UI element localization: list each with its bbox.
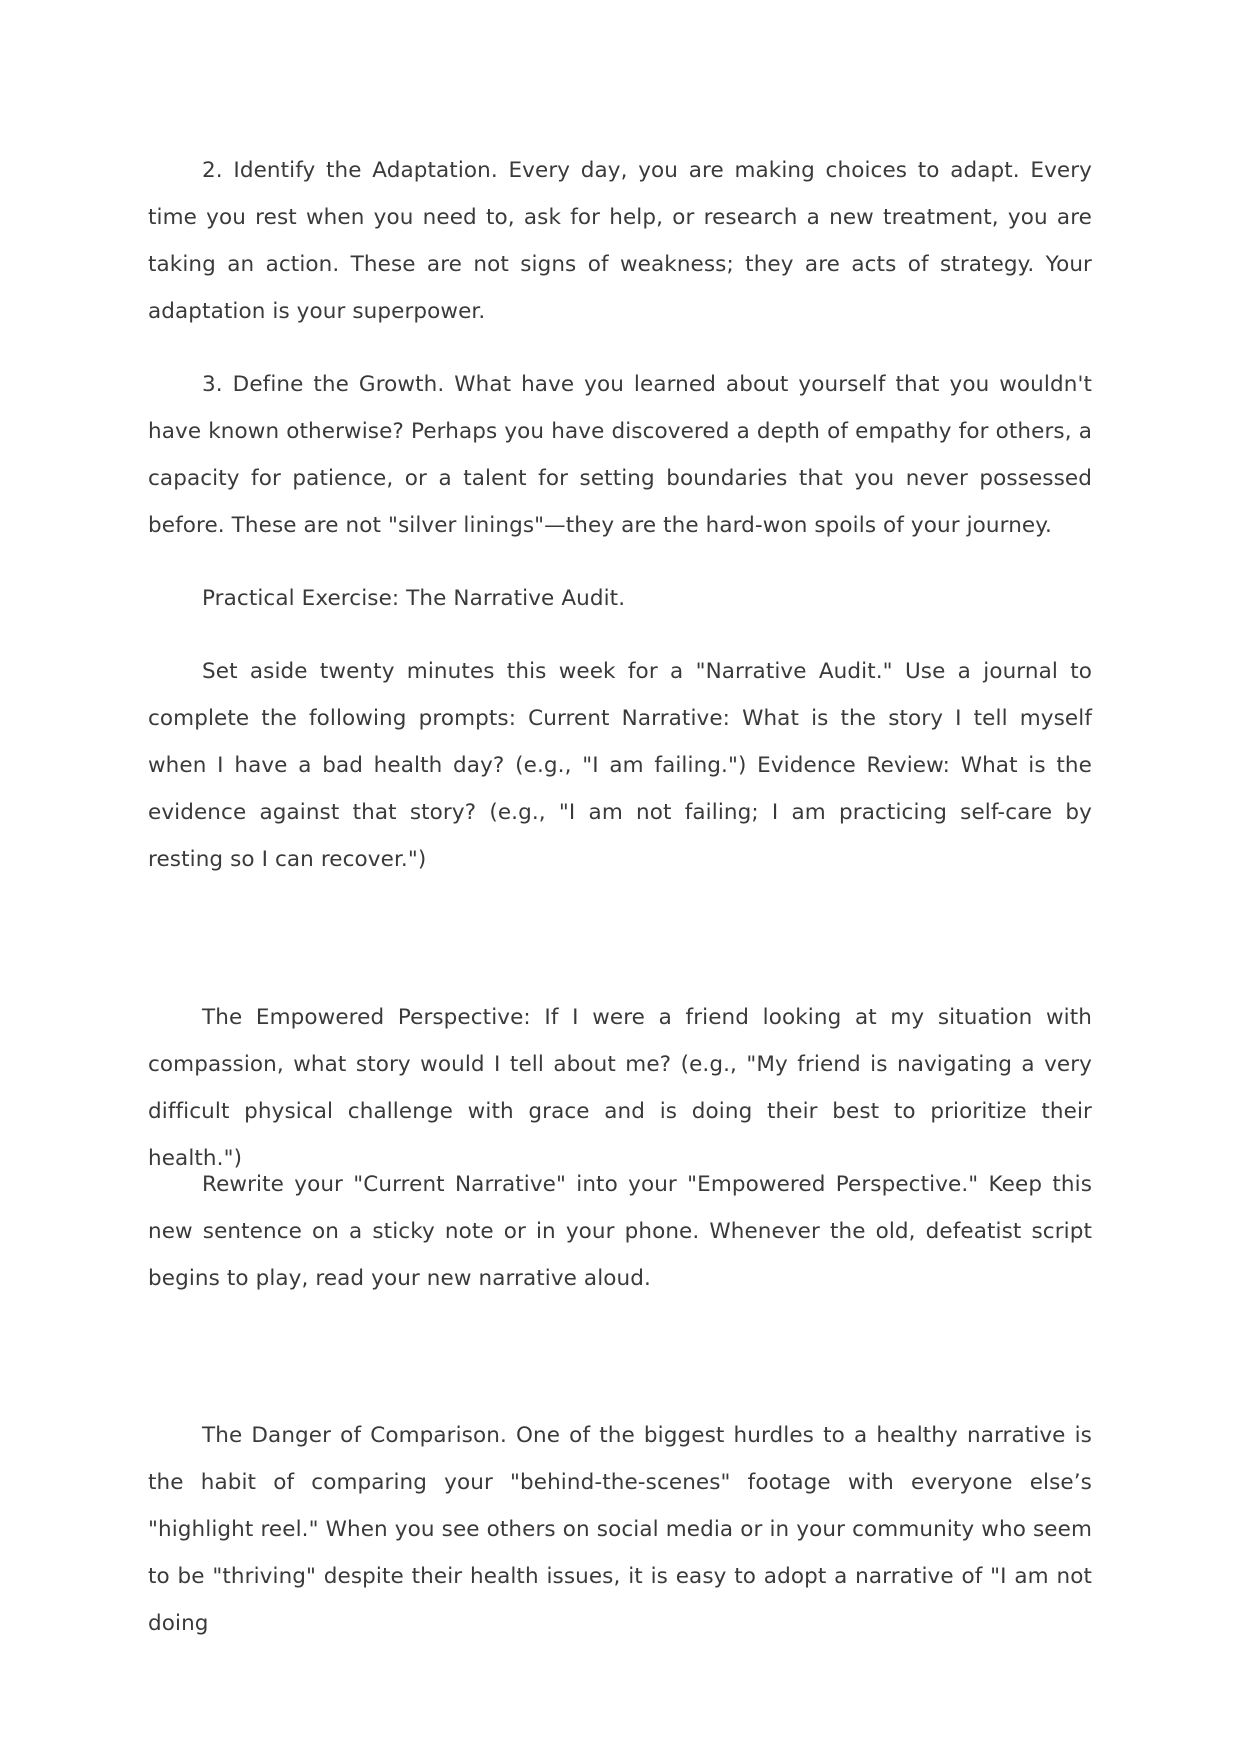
paragraph-define-growth: 3. Define the Growth. What have you learned about yourself that you wouldn't have known otherwise? Perhaps you have discovered a depth of empathy for others, a capacity for patience, or a talent for setting boundaries that you never possessed before. These are not "silver linings"—they are the hard-won spoils of your journey. — [148, 372, 1092, 538]
paragraph-rewrite-narrative: Rewrite your "Current Narrative" into your "Empowered Perspective." Keep this new sentence on a sticky note or in your phone. Whenever the old, defeatist script begins to play, read your new narrative aloud. — [148, 1172, 1092, 1291]
paragraph-danger-of-comparison: The Danger of Comparison. One of the biggest hurdles to a healthy narrative is the habit of comparing your "behind-the-scenes" footage with everyone else’s "highlight reel." When you see others on social media or in your community who seem to be "thriving" despite their health issues, it is easy to adopt a narrative of "I am not doing — [148, 1423, 1092, 1636]
paragraph-exercise-heading: Practical Exercise: The Narrative Audit. — [202, 586, 626, 611]
paragraph-identify-adaptation: 2. Identify the Adaptation. Every day, you are making choices to adapt. Every time you rest when you need to, ask for help, or research a new treatment, you are taking an action. These are not signs of weakness; they are acts of strategy. Your adaptation is your superpower. — [148, 158, 1092, 324]
paragraph-narrative-audit: Set aside twenty minutes this week for a "Narrative Audit." Use a journal to complete the following prompts: Current Narrative: What is the story I tell myself when I have a bad health day? (e.g., "I am failing.") Evidence Review: What is the evidence against that story? (e.g., "I am not failing; I am practicing self-care by resting so I can recover.") — [148, 659, 1092, 872]
paragraph-empowered-perspective: The Empowered Perspective: If I were a friend looking at my situation with compassion, what story would I tell about me? (e.g., "My friend is navigating a very difficult physical challenge with grace and is doing their best to prioritize their health.") — [148, 1005, 1092, 1171]
